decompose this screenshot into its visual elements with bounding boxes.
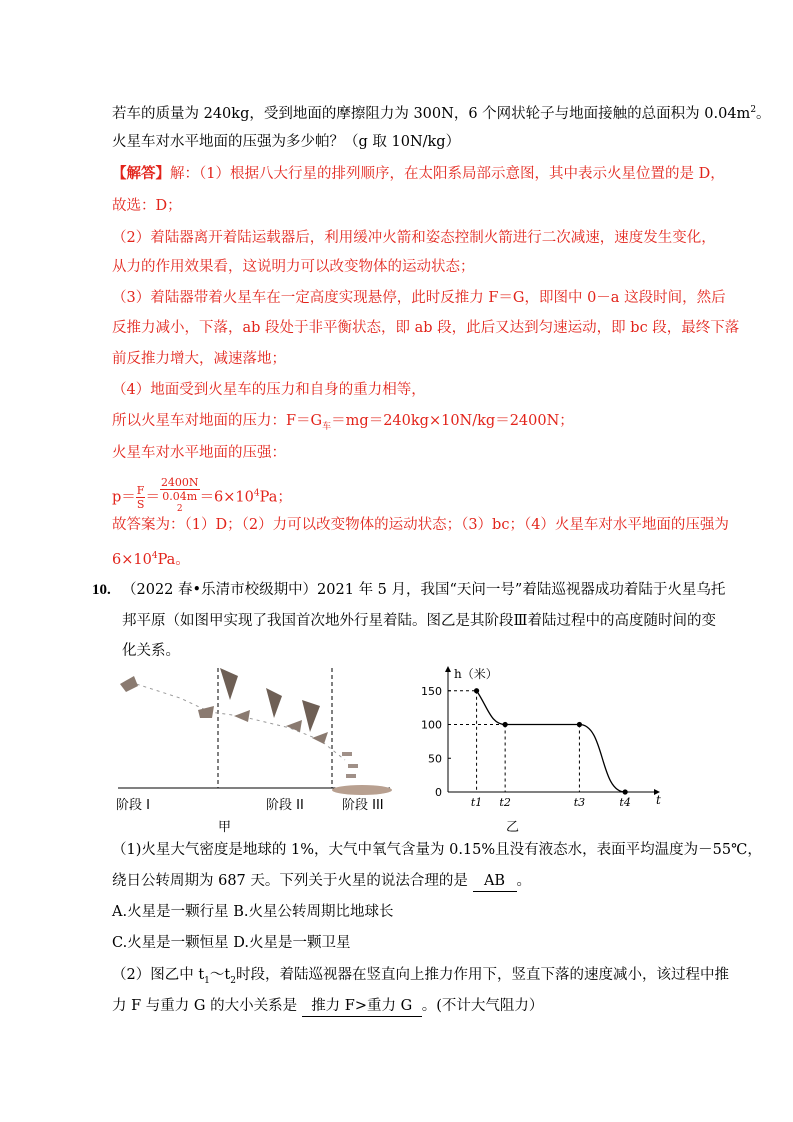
answer-summary-1: 故答案为：（1）D；（2）力可以改变物体的运动状态；（3）bc；（4）火星车对水平地面的压强为 bbox=[112, 517, 729, 533]
answer-line-2: 故选：D； bbox=[112, 198, 182, 214]
q10-stem-line-2: 邦平原（如图甲实现了我国首次地外行星着陆。图乙是其阶段Ⅲ着陆过程中的高度随时间的变 bbox=[122, 613, 716, 629]
parachute-icon bbox=[220, 668, 320, 732]
q9-text-line-1: 若车的质量为 240kg，受到地面的摩擦阻力为 300N，6 个网状轮子与地面接触的总面积为 $0.04m^2$。 bbox=[112, 105, 771, 122]
x-tick-label-t1: t1 bbox=[470, 796, 483, 809]
q10-stem-line-1: （2022 春•乐清市校级期中）2021 年 5 月，我国“天问一号”着陆巡视器成功着陆于火星乌托 bbox=[122, 582, 726, 598]
data-point-t1 bbox=[474, 688, 479, 693]
figure-jia-caption: 甲 bbox=[218, 820, 232, 835]
q10-part2-line-2: 力 F 与重力 G 的大小关系是 推力 F>重力 G 。(不计大气阻力） bbox=[112, 996, 543, 1017]
x-tick-label-t3: t3 bbox=[573, 796, 586, 809]
answer-line-6: 反推力减小，下落，ab 段处于非平衡状态，即 ab 段，此后又达到匀速运动，即 bc 段，最终下落 bbox=[112, 320, 740, 336]
question-number: 10. bbox=[92, 582, 111, 598]
y-tick-label: 50 bbox=[428, 752, 442, 766]
answer-line-8: （4）地面受到火星车的压力和自身的重力相等， bbox=[112, 382, 426, 398]
x-axis-label: t bbox=[656, 793, 661, 807]
y-tick-label: 0 bbox=[435, 786, 442, 799]
answer-line-5: （3）着陆器带着火星车在一定高度实现悬停，此时反推力 F＝G，即图中 0－a 这段时间，然后 bbox=[112, 290, 726, 306]
answer-summary-2: $6\times 10^4Pa$。 bbox=[112, 551, 190, 568]
answer-blank-1: AB bbox=[473, 871, 517, 892]
stage-3-label: 阶段 III bbox=[342, 798, 384, 813]
q10-part1-line-2: 绕日公转周期为 687 天。下列关于火星的说法合理的是 AB 。 bbox=[112, 871, 531, 892]
x-tick-label-t2: t2 bbox=[499, 796, 511, 809]
descent-icon bbox=[342, 752, 358, 778]
height-time-chart bbox=[400, 664, 660, 814]
answer-line-9: 所以火星车对地面的压力：$F=G_车=mg=240kg\times 10N/kg=2400N$； bbox=[112, 413, 574, 432]
lander-icon bbox=[120, 676, 328, 744]
x-tick-label-t4: t4 bbox=[619, 796, 631, 809]
pressure-formula: p＝ $\frac{F}{S}$ ＝ 2400N 0.04m $^2$ $=6\times 10^4Pa$； bbox=[112, 476, 292, 514]
answer-line-1: 【解答】解：（1）根据八大行星的排列顺序，在太阳系局部示意图，其中表示火星位置的是 D， bbox=[112, 165, 725, 182]
option-c-d: C.火星是一颗恒星 D.火星是一颗卫星 bbox=[112, 935, 351, 951]
y-axis-label: h（米） bbox=[454, 667, 498, 681]
answer-line-3: （2）着陆器离开着陆运载器后，利用缓冲火箭和姿态控制火箭进行二次减速，速度发生变化， bbox=[112, 230, 716, 246]
q9-text-line-2: 火星车对水平地面的压强为多少帕？（g 取 10N/kg） bbox=[112, 134, 461, 150]
data-point-t2 bbox=[503, 722, 508, 727]
q10-part1-line-1: （1)火星大气密度是地球的 1%，大气中氧气含量为 0.15%且没有液态水，表面平均温度为－55℃， bbox=[112, 842, 762, 858]
answer-line-10: 火星车对水平地面的压强： bbox=[112, 445, 286, 461]
y-axis-arrow bbox=[445, 666, 451, 672]
data-point-t3 bbox=[577, 722, 582, 727]
answer-blank-2: 推力 F>重力 G bbox=[302, 996, 422, 1017]
data-point-t4 bbox=[623, 789, 628, 794]
y-tick-label: 150 bbox=[421, 684, 442, 698]
option-a-b: A.火星是一颗行星 B.火星公转周期比地球长 bbox=[112, 904, 394, 920]
stage-2-label: 阶段 II bbox=[266, 798, 304, 813]
q10-stem-line-3: 化关系。 bbox=[122, 643, 180, 659]
answer-tag: 【解答】 bbox=[112, 165, 170, 182]
figure-yi-caption: 乙 bbox=[506, 820, 520, 835]
answer-line-7: 前反推力增大，减速落地； bbox=[112, 351, 286, 367]
answer-line-4: 从力的作用效果看，这说明力可以改变物体的运动状态； bbox=[112, 259, 475, 275]
q10-part2-line-1: （2）图乙中 $t_1\sim t_2$时段，着陆巡视器在竖直向上推力作用下，竖直下落的速度减小，该过程中推 bbox=[112, 967, 729, 986]
series-line bbox=[477, 691, 626, 792]
y-tick-label: 100 bbox=[421, 718, 442, 732]
stage-1-label: 阶段 I bbox=[116, 798, 150, 813]
